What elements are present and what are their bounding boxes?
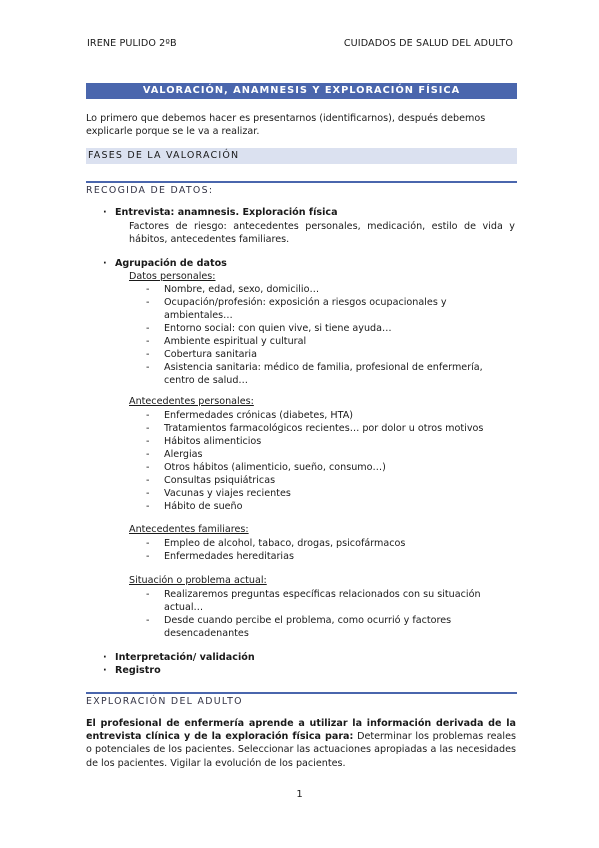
document-title: VALORACIÓN, ANAMNESIS Y EXPLORACIÓN FÍSICA	[86, 83, 517, 99]
subheading-situacion-actual: Situación o problema actual:	[129, 575, 267, 586]
section-heading-fases-label: FASES DE LA VALORACIÓN	[88, 150, 240, 161]
list-item	[146, 474, 496, 487]
list-item-text	[164, 335, 494, 348]
list-item-line: actual…	[164, 602, 204, 613]
list-item	[146, 435, 496, 448]
list-item-line: Otros hábitos (alimenticio, sueño, consumo…)	[164, 462, 386, 473]
list-item	[146, 588, 496, 614]
header-course: CUIDADOS DE SALUD DEL ADULTO	[343, 38, 513, 49]
list-item	[146, 448, 496, 461]
list-item	[146, 537, 496, 550]
list-item-text	[164, 435, 494, 448]
bullet-registro	[103, 665, 161, 676]
list-item	[146, 614, 496, 640]
list-item-text	[164, 588, 494, 614]
closing-paragraph	[86, 717, 516, 770]
list-item	[146, 550, 496, 563]
list-item-text	[164, 500, 494, 513]
list-item-text	[164, 487, 494, 500]
closing-paragraph-bold: El profesional de enfermería aprende a utilizar la información derivada de la entrevista clínica y de la exploración física para:	[86, 718, 516, 743]
dash-marker: -	[146, 589, 150, 600]
bullet-agrupacion-label: Agrupación de datos	[115, 258, 227, 269]
subheading-antecedentes-personales: Antecedentes personales:	[129, 396, 254, 407]
list-item-line: Consultas psiquiátricas	[164, 475, 276, 486]
bullet-dot: ·	[103, 207, 107, 218]
list-item-line: centro de salud…	[164, 375, 249, 386]
list-item-text	[164, 422, 494, 435]
list-item-line: Ambiente espiritual y cultural	[164, 336, 307, 347]
list-item-line: Hábitos alimenticios	[164, 436, 262, 447]
dash-marker: -	[146, 297, 150, 308]
list-item-line: Enfermedades crónicas (diabetes, HTA)	[164, 410, 354, 421]
dash-marker: -	[146, 462, 150, 473]
dash-marker: -	[146, 362, 150, 373]
list-item-line: desencadenantes	[164, 628, 249, 639]
section-heading-recogida: RECOGIDA DE DATOS:	[86, 181, 517, 196]
list-item	[146, 487, 496, 500]
list-item	[146, 409, 496, 422]
list-item-text	[164, 461, 494, 474]
list-item	[146, 283, 496, 296]
list-item-text	[164, 283, 494, 296]
list-item-text	[164, 348, 494, 361]
bullet-interpretacion	[103, 652, 255, 663]
dash-marker: -	[146, 436, 150, 447]
list-item-line: Cobertura sanitaria	[164, 349, 257, 360]
dash-marker: -	[146, 423, 150, 434]
dash-marker: -	[146, 551, 150, 562]
list-item-line: Ocupación/profesión: exposición a riesgos ocupacionales y	[164, 297, 447, 308]
bullet-dot: ·	[103, 258, 107, 269]
bullet-entrevista	[103, 207, 338, 218]
dash-marker: -	[146, 538, 150, 549]
section-heading-exploracion: EXPLORACIÓN DEL ADULTO	[86, 692, 517, 707]
list-item-line: Tratamientos farmacológicos recientes… por dolor u otros motivos	[164, 423, 484, 434]
entrevista-text-2: hábitos, antecedentes familiares.	[129, 234, 290, 245]
list-item	[146, 422, 496, 435]
list-item-line: ambientales…	[164, 310, 233, 321]
list-item	[146, 461, 496, 474]
page-number: 1	[296, 789, 303, 800]
list-item-text	[164, 474, 494, 487]
bullet-dot: ·	[103, 665, 107, 676]
closing-paragraph-rest: Determinar los problemas reales o potenciales de los pacientes. Seleccionar las actuaciones apropiadas a las necesidades de los pacientes. Vigilar la evolución de los pacientes.	[86, 731, 516, 769]
list-item-line: Empleo de alcohol, tabaco, drogas, psicofármacos	[164, 538, 406, 549]
list-item-line: Hábito de sueño	[164, 501, 243, 512]
list-item-line: Entorno social: con quien vive, si tiene ayuda…	[164, 323, 392, 334]
subheading-antecedentes-familiares: Antecedentes familiares:	[129, 524, 249, 535]
section-heading-fases	[86, 148, 517, 164]
dash-marker: -	[146, 501, 150, 512]
list-item-text	[164, 448, 494, 461]
entrevista-text-1: Factores de riesgo: antecedentes personales, medicación, estilo de vida y	[129, 221, 515, 232]
list-item-line: Enfermedades hereditarias	[164, 551, 294, 562]
dash-marker: -	[146, 488, 150, 499]
list-item-text	[164, 322, 494, 335]
bullet-dot: ·	[103, 652, 107, 663]
list-item-line: Nombre, edad, sexo, domicilio…	[164, 284, 320, 295]
list-item-line: Asistencia sanitaria: médico de familia, profesional de enfermería,	[164, 362, 483, 373]
list-item-line: Realizaremos preguntas específicas relacionados con su situación	[164, 589, 481, 600]
list-item-text	[164, 361, 494, 387]
dash-marker: -	[146, 410, 150, 421]
subheading-datos-personales: Datos personales:	[129, 271, 216, 282]
dash-marker: -	[146, 349, 150, 360]
list-item-text	[164, 537, 494, 550]
list-item-line: Desde cuando percibe el problema, como ocurrió y factores	[164, 615, 452, 626]
dash-marker: -	[146, 449, 150, 460]
bullet-registro-label: Registro	[115, 665, 161, 676]
list-item	[146, 500, 496, 513]
list-item-text	[164, 614, 494, 640]
list-item	[146, 335, 496, 348]
list-item	[146, 296, 496, 322]
list-item-text	[164, 296, 494, 322]
list-item-line: Alergias	[164, 449, 203, 460]
bullet-interpretacion-label: Interpretación/ validación	[115, 652, 255, 663]
dash-marker: -	[146, 284, 150, 295]
dash-marker: -	[146, 615, 150, 626]
intro-paragraph: Lo primero que debemos hacer es presentarnos (identificarnos), después debemos explicarle porque se le va a realizar.	[86, 113, 486, 137]
dash-marker: -	[146, 323, 150, 334]
list-item-text	[164, 409, 494, 422]
list-item-text	[164, 550, 494, 563]
list-item	[146, 322, 496, 335]
list-item-line: Vacunas y viajes recientes	[164, 488, 291, 499]
header-author: IRENE PULIDO 2ºB	[87, 38, 177, 49]
list-item	[146, 348, 496, 361]
dash-marker: -	[146, 336, 150, 347]
list-item	[146, 361, 496, 387]
bullet-agrupacion	[103, 258, 227, 269]
bullet-entrevista-label: Entrevista: anamnesis. Exploración física	[115, 207, 338, 218]
dash-marker: -	[146, 475, 150, 486]
